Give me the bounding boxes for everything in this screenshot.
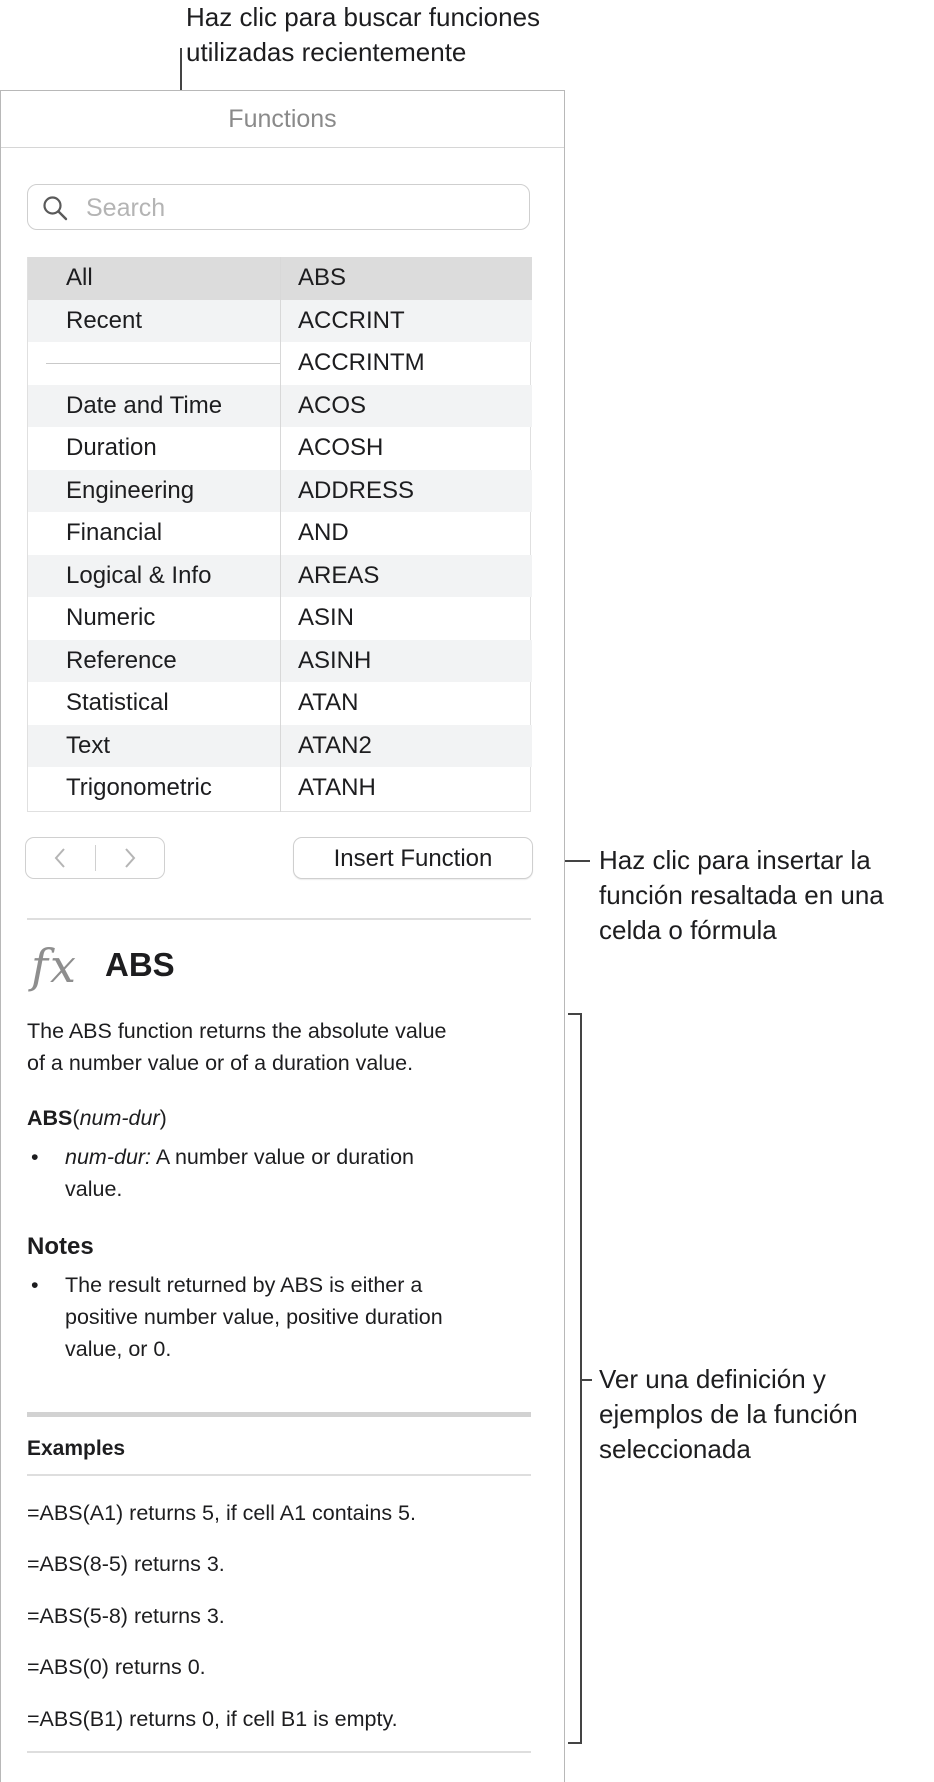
note-line: value, or 0. (65, 1337, 172, 1361)
note-line: positive number value, positive duration (65, 1305, 443, 1329)
function-item[interactable]: ASIN (298, 604, 355, 631)
callout-recent-line-2: utilizadas recientemente (186, 37, 467, 67)
divider-examples-header (27, 1474, 531, 1476)
function-item[interactable]: ACCRINT (281, 300, 532, 343)
example-line: =ABS(8-5) returns 3. (27, 1552, 225, 1576)
search-icon (42, 195, 68, 221)
example-line: =ABS(B1) returns 0, if cell B1 is empty. (27, 1707, 398, 1731)
insert-function-button[interactable]: Insert Function (293, 837, 533, 879)
function-item[interactable]: ATAN (298, 689, 359, 716)
examples-heading: Examples (27, 1437, 126, 1460)
function-list (280, 257, 532, 812)
callout-insert-line-3: celda o fórmula (599, 915, 777, 945)
note-line: The result returned by ABS is either a (65, 1273, 423, 1297)
callout-definition-line-3: seleccionada (599, 1434, 751, 1464)
divider-detail (27, 918, 531, 920)
function-title: ABS (105, 946, 175, 983)
function-item[interactable]: ATANH (298, 774, 376, 801)
divider-bottom (27, 1751, 531, 1753)
function-syntax: ABS(num-dur) (27, 1106, 167, 1130)
bracket-tick (580, 1379, 592, 1381)
callout-recent (186, 0, 540, 70)
category-list (28, 257, 280, 810)
category-item-text[interactable]: Text (28, 725, 280, 768)
panel-title: Functions (1, 91, 564, 148)
example-line: =ABS(A1) returns 5, if cell A1 contains 5. (27, 1501, 416, 1525)
callout-definition-line-1: Ver una definición y (599, 1364, 826, 1394)
back-button[interactable] (26, 838, 95, 878)
category-item-all[interactable]: All (28, 257, 280, 300)
function-description (27, 1015, 527, 1079)
category-item-numeric[interactable]: Numeric (66, 604, 156, 631)
bracket-bottom (568, 1742, 582, 1744)
callout-definition-line-2: ejemplos de la función (599, 1399, 858, 1429)
category-item-recent[interactable]: Recent (28, 300, 280, 343)
fx-icon: fx (31, 939, 78, 993)
description-line-1: The ABS function returns the absolute value (27, 1019, 447, 1043)
argument-name: num-dur: (65, 1145, 152, 1169)
function-item[interactable]: ACCRINTM (298, 349, 425, 376)
callout-insert-line-2: función resaltada en una (599, 880, 884, 910)
callout-insert-line-1: Haz clic para insertar la (599, 845, 871, 875)
example-line: =ABS(0) returns 0. (27, 1655, 206, 1679)
category-item-engineering[interactable]: Engineering (28, 470, 280, 513)
category-item-logical-info[interactable]: Logical & Info (28, 555, 280, 598)
chevron-left-icon (53, 846, 67, 870)
description-line-2: of a number value or of a duration value. (27, 1051, 414, 1075)
category-item-date-and-time[interactable]: Date and Time (28, 385, 280, 428)
argument-desc-2: value. (65, 1177, 123, 1201)
category-item-duration[interactable]: Duration (66, 434, 157, 461)
category-item-trigonometric[interactable]: Trigonometric (66, 774, 212, 801)
notes-heading: Notes (27, 1233, 94, 1260)
callout-insert (599, 843, 884, 948)
forward-button[interactable] (96, 838, 165, 878)
function-item[interactable]: AREAS (281, 555, 532, 598)
function-item[interactable]: ASINH (281, 640, 532, 683)
category-separator (28, 342, 280, 385)
syntax-arg: num-dur (79, 1106, 160, 1130)
search-input[interactable] (84, 185, 518, 231)
example-line: =ABS(5-8) returns 3. (27, 1604, 225, 1628)
divider-examples (27, 1412, 531, 1417)
category-item-statistical[interactable]: Statistical (66, 689, 169, 716)
argument-desc-1: A number value or duration (151, 1145, 414, 1169)
function-browser (27, 257, 531, 812)
callout-recent-line-1: Haz clic para buscar funciones (186, 2, 541, 32)
search-field[interactable] (27, 184, 530, 230)
function-item[interactable]: ACOS (281, 385, 532, 428)
category-item-financial[interactable]: Financial (66, 519, 163, 546)
callout-definition (599, 1362, 858, 1467)
function-item[interactable]: ATAN2 (281, 725, 532, 768)
function-item[interactable]: AND (298, 519, 349, 546)
history-nav (25, 837, 165, 879)
function-item[interactable]: ACOSH (298, 434, 384, 461)
function-item[interactable]: ADDRESS (281, 470, 532, 513)
chevron-right-icon (123, 846, 137, 870)
category-item-reference[interactable]: Reference (28, 640, 280, 683)
syntax-name: ABS (27, 1106, 73, 1130)
function-item[interactable]: ABS (281, 257, 532, 300)
functions-panel: Functions Search All Recent Date and Time Duration Engineering Financial Logical & Info Numeric Reference Statistical Text Trigonometric ABS ACCRINT ACCRINTM ACOS ACOSH ADDRESS AND AREAS ASIN ASINH ATAN ATAN2 ATANH Insert Function fx ABS The ABS function returns the absolute value of a number value or of a duration value. ABS(num-dur) • num-dur: A number value or duration value. Notes • The result returned by ABS is either a positive number value, positive duration value, or 0. Examples =ABS(A1) returns 5, if cell A1 contains 5. =ABS(8-5) returns 3. =ABS(5-8) returns 3. =ABS(0) returns 0. =ABS(B1) returns 0, if cell B1 is empty. (0, 90, 565, 1782)
